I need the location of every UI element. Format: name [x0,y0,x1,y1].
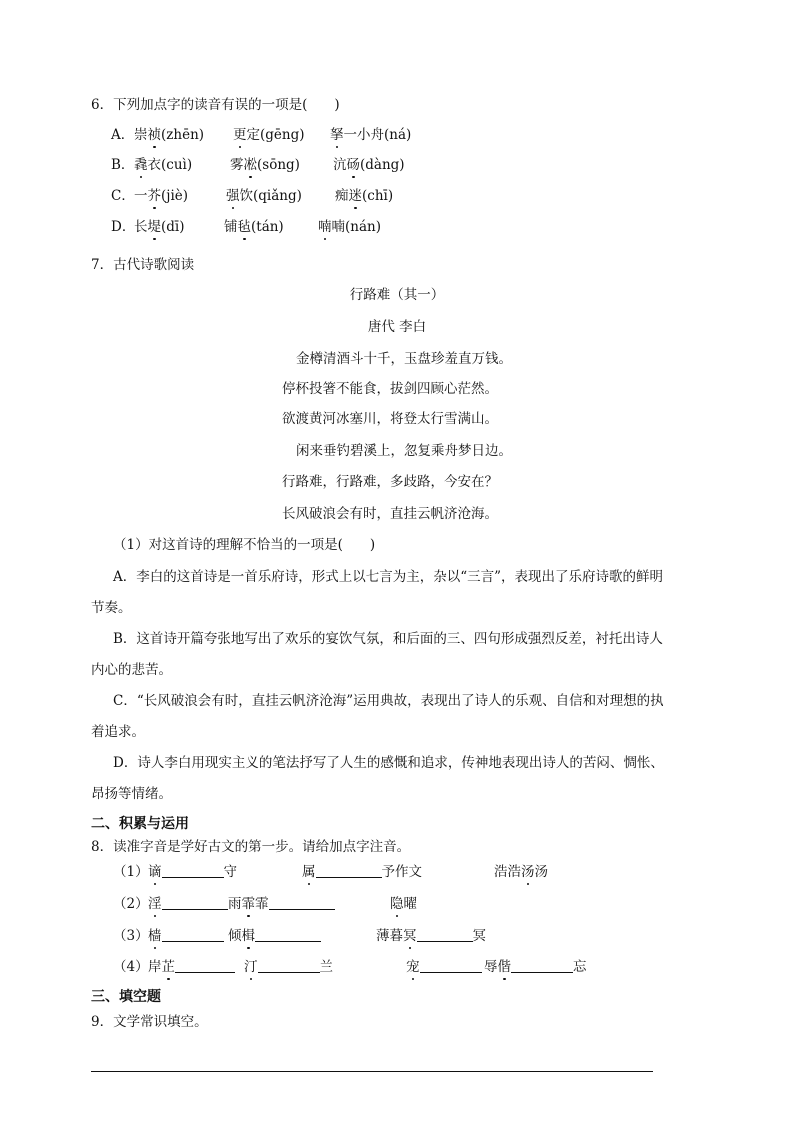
section-heading: 二、积累与运用 [91,816,189,832]
q6-option-item: 崇祯(zhēn) [134,127,205,143]
q6-option-item: 拏一小舟(ná) [330,127,412,143]
poem-line: 长风破浪会有时，直挂云帆济沧海。 [282,506,498,522]
q8-item: 汀 兰 [244,959,333,975]
q7-choice-line: D．诗人李白用现实主义的笔法抒写了人生的感慨和追求，传神地表现出诗人的苦闷、惆怅、 [113,755,664,771]
q8-item: 属 予作文 [302,864,422,880]
q6-option-label: D． [111,219,136,235]
q8-item: 雨霏霏 [228,895,335,913]
q6-option-item: 痴迷(chī) [335,188,394,204]
answer-blank[interactable] [175,958,235,973]
q7-sub-stem: （1）对这首诗的理解不恰当的一项是( ) [113,537,376,553]
q8-item: 樯 [148,927,224,945]
poem-line: 闲来垂钓碧溪上，忽复乘舟梦日边。 [296,443,512,459]
q6-option-item: 长堤(dī) [134,219,185,235]
q8-item: 岸芷 [148,958,235,976]
section-heading: 三、填空题 [91,989,161,1005]
q6-option-item: 一芥(jiè) [134,188,189,204]
poem-line: 欲渡黄河冰塞川，将登太行雪满山。 [282,411,498,427]
q7-choice-line: 昂扬等情绪。 [91,786,172,802]
q6-option-label: C． [111,188,135,204]
answer-blank[interactable] [420,958,482,973]
q6-option-label: B． [111,157,135,173]
q8-item: 隐曜 [390,896,417,912]
poem-line: 停杯投箸不能食，拔剑四顾心茫然。 [282,381,498,397]
answer-blank[interactable] [258,958,320,973]
q6-option-item: 强饮(qiǎng) [226,188,302,204]
q7-choice-line: C．“长风破浪会有时，直挂云帆济沧海”运用典故，表现出了诗人的乐观、自信和对理想的执 [113,693,664,709]
q8-item: 宠 [406,958,482,976]
q8-item: 倾楫 [228,927,321,945]
q8-row-number: （2） [113,896,149,912]
answer-blank[interactable] [269,895,335,910]
q6-option-item: 毳衣(cuì) [134,157,193,173]
q9-stem: 9．文学常识填空。 [91,1014,208,1030]
q7-choice-line: A．李白的这首诗是一首乐府诗，形式上以七言为主，杂以“三言”，表现出了乐府诗歌的鲜明 [113,569,664,585]
answer-blank[interactable] [316,863,382,878]
q8-item: 谪 守 [148,864,237,880]
q8-row-number: （4） [113,959,149,975]
q6-stem: 6．下列加点字的读音有误的一项是( ) [91,97,340,113]
q7-choice-line: 着追求。 [91,724,145,740]
q6-option-item: 喃喃(nán) [318,219,381,235]
answer-blank[interactable] [417,927,473,942]
poem-line: 行路难，行路难，多歧路，今安在？ [282,474,498,490]
answer-blank[interactable] [162,895,228,910]
q6-option-item: 铺毡(tán) [224,219,284,235]
q6-option-item: 雾凇(sōng) [230,157,300,173]
answer-blank[interactable] [162,863,224,878]
q8-item: 淫 [148,895,228,913]
q7-choice-line: 节奏。 [91,600,132,616]
q6-option-label: A． [111,127,135,143]
answer-blank[interactable] [255,927,321,942]
q7-stem: 7．古代诗歌阅读 [91,257,195,273]
poem-author: 唐代 李白 [367,319,427,335]
q8-item: 浩浩汤汤 [494,864,548,880]
q7-choice-line: 内心的悲苦。 [91,662,172,678]
q8-row-number: （3） [113,928,149,944]
bottom-rule [91,1071,653,1072]
q8-item: 辱偕 忘 [484,959,587,975]
q8-item: 薄暮冥 冥 [376,928,486,944]
poem-line: 金樽清酒斗十千，玉盘珍羞直万钱。 [296,351,512,367]
answer-blank[interactable] [511,958,573,973]
poem-title: 行路难（其一） [349,287,445,303]
q8-stem: 8．读准字音是学好古文的第一步。请给加点字注音。 [91,839,411,855]
q7-choice-line: B．这首诗开篇夸张地写出了欢乐的宴饮气氛，和后面的三、四句形成强烈反差，衬托出诗人 [113,631,663,647]
q6-option-item: 更定(gēng) [233,127,305,143]
q8-row-number: （1） [113,864,149,880]
q6-option-item: 沆砀(dàng) [333,157,405,173]
answer-blank[interactable] [162,927,224,942]
